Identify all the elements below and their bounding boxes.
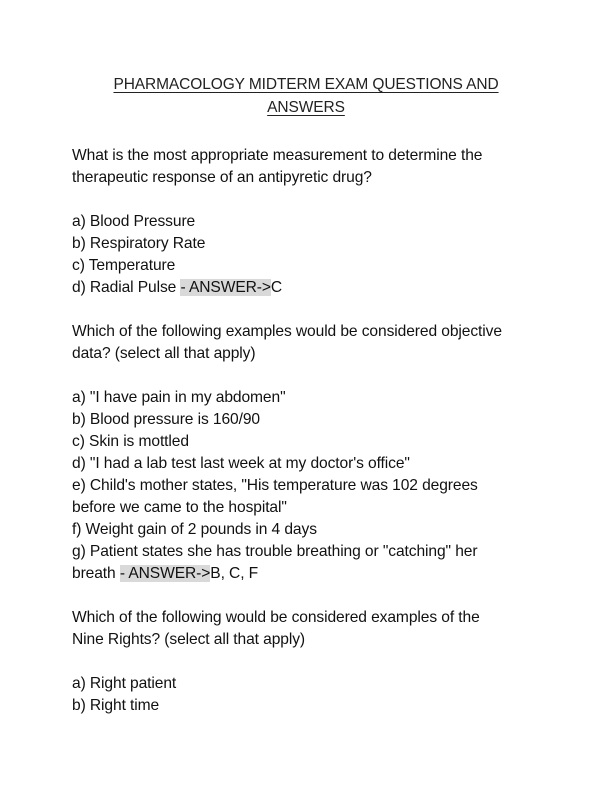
answer-tag: - ANSWER-> (180, 279, 271, 296)
question-text-line: Nine Rights? (select all that apply) (72, 631, 306, 648)
option-item: a) "I have pain in my abdomen" (72, 389, 286, 406)
option-item: a) Blood Pressure (72, 213, 196, 230)
document-title (72, 73, 540, 119)
answer-value: C (270, 279, 283, 296)
title-line-2: ANSWERS (267, 99, 345, 116)
question-text-line: therapeutic response of an antipyretic drug? (72, 169, 372, 186)
option-item: e) Child's mother states, "His temperature was 102 degrees (72, 477, 478, 494)
question-text-line: What is the most appropriate measurement to determine the (72, 147, 483, 164)
answer-value: B, C, F (210, 565, 259, 582)
option-item: g) Patient states she has trouble breathing or "catching" her (72, 543, 478, 560)
option-item-with-answer (72, 277, 552, 299)
option-text: breath (72, 565, 120, 582)
option-item: f) Weight gain of 2 pounds in 4 days (72, 521, 317, 538)
question-text-line: Which of the following examples would be considered objective (72, 323, 502, 340)
option-text: d) Radial Pulse (72, 279, 181, 296)
question-text-line: Which of the following would be considered examples of the (72, 609, 480, 626)
document-body (72, 145, 552, 717)
option-item: c) Skin is mottled (72, 433, 189, 450)
option-item: d) "I had a lab test last week at my doctor's office" (72, 455, 410, 472)
option-item: b) Right time (72, 697, 160, 714)
title-line-1: PHARMACOLOGY MIDTERM EXAM QUESTIONS AND (113, 76, 499, 93)
question-text-line: data? (select all that apply) (72, 345, 256, 362)
question-1 (72, 145, 552, 299)
option-item-with-answer (72, 563, 552, 585)
option-item: c) Temperature (72, 257, 176, 274)
option-item: before we came to the hospital" (72, 499, 287, 516)
question-2 (72, 321, 552, 585)
question-3 (72, 607, 552, 717)
option-item: a) Right patient (72, 675, 177, 692)
answer-tag: - ANSWER-> (119, 565, 211, 582)
option-item: b) Respiratory Rate (72, 235, 206, 252)
option-item: b) Blood pressure is 160/90 (72, 411, 261, 428)
